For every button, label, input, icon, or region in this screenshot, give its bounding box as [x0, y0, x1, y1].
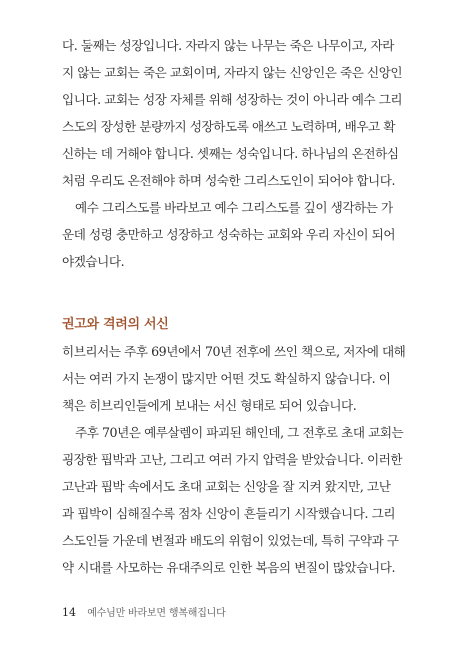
running-title: 예수님만 바라보면 행복해집니다	[87, 608, 226, 619]
text-line: 굉장한 핍박과 고난, 그리고 여러 가지 압력을 받았습니다. 이러한	[62, 452, 403, 467]
section-heading: 권고와 격려의 서신	[62, 317, 169, 332]
text-line: 다. 둘째는 성장입니다. 자라지 않는 나무는 죽은 나무이고, 자라	[62, 38, 394, 53]
text-line: 입니다. 교회는 성장 자체를 위해 성장하는 것이 아니라 예수 그리	[62, 92, 403, 107]
text-line: 운데 성령 충만하고 성장하고 성숙하는 교회와 우리 자신이 되어	[62, 227, 396, 242]
paragraph-2	[62, 194, 400, 275]
text-line: 스도의 장성한 분량까지 성장하도록 애쓰고 노력하며, 배우고 확	[62, 119, 396, 134]
text-line: 서는 여러 가지 논쟁이 많지만 어떤 것도 확실하지 않습니다. 이	[62, 371, 391, 386]
text-line: 스도인들 가운데 변절과 배도의 위험이 있었는데, 특히 구약과 구	[62, 533, 399, 548]
text-line: 책은 히브리인들에게 보내는 서신 형태로 되어 있습니다.	[62, 398, 357, 413]
text-line: 고난과 핍박 속에서도 초대 교회는 신앙을 잘 지켜 왔지만, 고난	[62, 479, 391, 494]
text-line: 지 않는 교회는 죽은 교회이며, 자라지 않는 신앙인은 죽은 신앙인	[62, 65, 403, 80]
text-line: 과 핍박이 심해질수록 점차 신앙이 흔들리기 시작했습니다. 그리	[62, 506, 396, 521]
page-footer	[62, 604, 226, 619]
text-line: 히브리서는 주후 69년에서 70년 전후에 쓰인 책으로, 저자에 대해	[62, 344, 406, 359]
text-line: 처럼 우리도 온전해야 하며 성숙한 그리스도인이 되어야 합니다.	[62, 173, 396, 188]
paragraph-4	[62, 419, 404, 581]
paragraph-3	[62, 338, 406, 419]
text-line: 주후 70년은 예루살렘이 파괴된 해인데, 그 전후로 초대 교회는	[75, 425, 404, 440]
text-line: 예수 그리스도를 바라보고 예수 그리스도를 깊이 생각하는 가	[75, 200, 393, 215]
text-line: 야겠습니다.	[62, 254, 125, 269]
text-line: 약 시대를 사모하는 유대주의로 인한 복음의 변질이 많았습니다.	[62, 560, 396, 575]
text-line: 신하는 데 거해야 합니다. 셋째는 성숙입니다. 하나님의 온전하심	[62, 146, 399, 161]
paragraph-1	[62, 32, 403, 194]
page-number: 14	[62, 606, 76, 619]
